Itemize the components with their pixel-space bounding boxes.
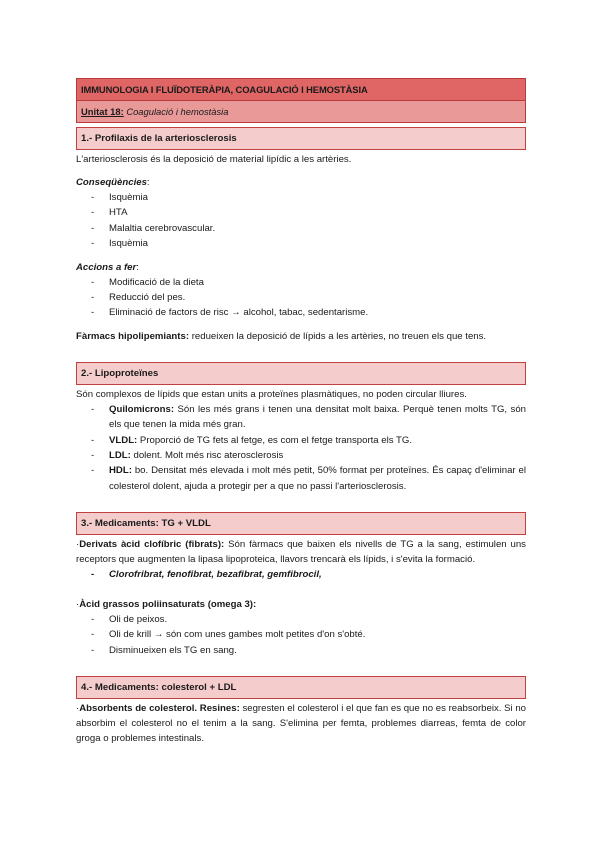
section-1-heading: 1.- Profilaxis de la arteriosclerosis xyxy=(76,127,526,150)
lipoproteins-list xyxy=(76,402,526,494)
list-item: - Isquèmia xyxy=(76,190,526,205)
fibrats-paragraph: ·Derivats àcid clofíbric (fibrats): Són fàrmacs que baixen els nivells de TG a la sang, estimulen uns receptors que augmenten la lipasa lipoproteica, llavors trencarà els lípids, i s'evita la formació. xyxy=(76,539,526,566)
list-item: - Isquèmia xyxy=(76,236,526,251)
document-title: IMMUNOLOGIA I FLUÏDOTERÀPIA, COAGULACIÓ I HEMOSTÀSIA xyxy=(76,78,526,101)
section-2-intro: Són complexos de lípids que estan units a proteïnes plasmàtiques, no poden circular lliures. xyxy=(76,388,467,400)
section-1-intro: L'arteriosclerosis és la deposició de material lipídic a les artèries. xyxy=(76,154,352,165)
list-item: - HTA xyxy=(76,205,526,220)
list-item: - HDL: bo. Densitat més elevada i molt més petit, 50% format per proteïnes. És capaç d'eliminar el colesterol dolent, ajuda a protegir per a que no passi l'arteriosclerosis. xyxy=(76,463,526,494)
drugs-paragraph: Fàrmacs hipolipemiants: redueixen la deposició de lípids a les artèries, no treuen els que tens. xyxy=(76,330,487,342)
list-item: - Clorofribrat, fenofibrat, bezafibrat, gemfibrocil, xyxy=(76,567,526,582)
actions-list xyxy=(76,275,526,321)
section-4-heading: 4.- Medicaments: colesterol + LDL xyxy=(76,676,526,699)
consequences-list xyxy=(76,190,526,252)
list-item: - Malaltia cerebrovascular. xyxy=(76,221,526,236)
resins-paragraph: ·Absorbents de colesterol. Resines: segresten el colesterol i el que fan es que no es reabsorbeix. Si no absorbim el colesterol no el tenim a la sang. S'elimina per femta, problemes diarreas, femta de color groga o problemes intestinals. xyxy=(76,702,526,744)
actions-heading: Accions a fer: xyxy=(76,261,139,273)
consequences-heading: Conseqüències: xyxy=(76,177,150,188)
omega-heading: ·Àcid grassos poliinsaturats (omega 3): xyxy=(76,598,257,610)
list-item: - Disminueixen els TG en sang. xyxy=(76,643,526,658)
document-page xyxy=(76,78,526,746)
list-item: - Oli de peixos. xyxy=(76,612,526,627)
list-item: - Modificació de la dieta xyxy=(76,275,526,290)
list-item: - Quilomicrons: Són les més grans i tenen una densitat molt baixa. Perquè tenen molts TG, són els que tenen la mida més gran. xyxy=(76,402,526,433)
list-item: - VLDL: Proporció de TG fets al fetge, es com el fetge transporta els TG. xyxy=(76,433,526,448)
list-item: - LDL: dolent. Molt més risc aterosclerosis xyxy=(76,448,526,463)
section-3-heading: 3.- Medicaments: TG + VLDL xyxy=(76,512,526,535)
unit-label: Unitat 18: xyxy=(81,106,124,117)
list-item: - Eliminació de factors de risc → alcohol, tabac, sedentarisme. xyxy=(76,305,526,320)
unit-header xyxy=(76,101,526,123)
omega-list xyxy=(76,612,526,658)
fibrats-list xyxy=(76,567,526,582)
section-2-heading: 2.- Lipoproteïnes xyxy=(76,362,526,385)
unit-title: Coagulació i hemostàsia xyxy=(123,106,229,117)
list-item: - Reducció del pes. xyxy=(76,290,526,305)
list-item: - Oli de krill → són com unes gambes molt petites d'on s'obté. xyxy=(76,627,526,642)
